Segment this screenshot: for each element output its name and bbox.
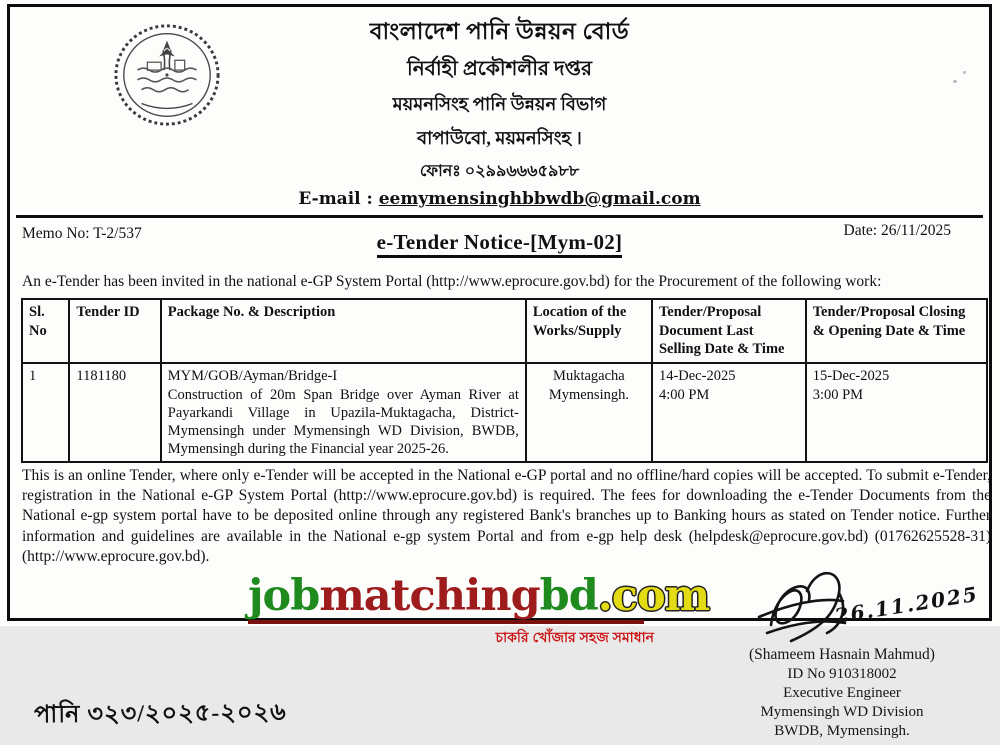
terms-paragraph: This is an online Tender, where only e-Tender will be accepted in the National e-GP portal and no offline/hard copies will be accepted. To submit e-Tender, registration in the National e-GP System Portal (http://www.eprocure.gov.bd) is required. The fees for downloading the e-Tender Documents from the National e-gp system portal have to be deposited online through any registered Bank's branches up to Banking hours as stated on Tender notice. Further information and guidelines are available in the National e-gp system Portal and from e-gp help desk (helpdesk@eprocure.gov.bd) (01762625528-31) (http://www.eprocure.gov.bd). <box>22 467 991 565</box>
office-name: নির্বাহী প্রকৌশলীর দপ্তর <box>407 58 592 80</box>
table-row <box>22 363 987 462</box>
bottom-zone <box>20 567 979 745</box>
tender-table <box>21 298 988 463</box>
email-line <box>20 189 979 209</box>
package-description: Construction of 20m Span Bridge over Ayman River at Payarkandi Village in Upazila-Muktagacha, District-Mymensingh under Mymensingh WD Division, BWDB, Mymensingh during the Financial year 2025-26. <box>167 386 519 457</box>
watermark-job: job <box>248 570 320 621</box>
signatory-org: BWDB, Mymensingh. <box>774 723 910 740</box>
email-label: E-mail : <box>298 189 373 209</box>
signature-art <box>711 567 980 645</box>
package-number: MYM/GOB/Ayman/Bridge-I <box>167 368 338 385</box>
signatory-office: Mymensingh WD Division <box>760 703 924 720</box>
header-selling: Tender/Proposal Document Last Selling Date & Time <box>652 299 806 363</box>
handwritten-ref-number: পানি ৩২৩/২০২৫-২০২৬ <box>33 699 287 729</box>
header-tender-id: Tender ID <box>69 299 160 363</box>
header-sl-no: Sl. No <box>22 299 69 363</box>
watermark-dot-com: .com <box>597 570 710 621</box>
letterhead <box>20 9 979 218</box>
header-package: Package No. & Description <box>161 299 526 363</box>
email-address[interactable]: eemymensinghbbwdb@gmail.com <box>378 189 701 209</box>
cell-location: Muktagacha Mymensingh. <box>526 363 652 462</box>
header-location: Location of the Works/Supply <box>526 299 652 363</box>
cell-tender-id: 1181180 <box>69 363 160 462</box>
watermark-bd: bd <box>539 570 598 621</box>
header-closing: Tender/Proposal Closing & Opening Date & Time <box>806 299 987 363</box>
signatory-name: (Shameem Hasnain Mahmud) <box>749 645 935 663</box>
watermark-tagline: চাকরি খোঁজার সহজ সমাধান <box>495 628 654 645</box>
signature-block <box>711 567 980 742</box>
cell-closing-datetime: 15-Dec-2025 3:00 PM <box>806 363 987 462</box>
memo-row <box>20 218 979 266</box>
notice-title: e-Tender Notice-[Mym-02] <box>20 230 979 255</box>
signatory-id: ID No 910318002 <box>787 665 897 682</box>
cell-selling-datetime: 14-Dec-2025 4:00 PM <box>652 363 806 462</box>
bwdb-seal-logo <box>108 19 226 131</box>
memo-number: Memo No: T-2/537 <box>22 225 142 242</box>
watermark-wordmark <box>248 570 710 621</box>
org-short-name: বাপাউবো, ময়মনসিংহ । <box>417 128 582 148</box>
watermark-matching: matching <box>319 570 540 621</box>
division-name: ময়মনসিংহ পানি উন্নয়ন বিভাগ <box>392 94 607 114</box>
table-header-row <box>22 299 987 363</box>
cell-package <box>161 363 526 462</box>
jobmatchingbd-watermark <box>248 570 710 650</box>
intro-paragraph: An e-Tender has been invited in the national e-GP System Portal (http://www.eprocure.gov.bd) for the Procurement of the following work: <box>22 273 882 290</box>
org-name: বাংলাদেশ পানি উন্নয়ন বোর্ড <box>369 19 630 44</box>
phone-number: ফোনঃ ০২৯৯৬৬৬৫৯৮৮ <box>419 163 580 180</box>
cell-sl-no: 1 <box>22 363 69 462</box>
signatory-designation: Executive Engineer <box>783 684 901 701</box>
handwritten-date: 26.11.2025 <box>832 581 980 628</box>
memo-date: Date: 26/11/2025 <box>843 222 951 239</box>
